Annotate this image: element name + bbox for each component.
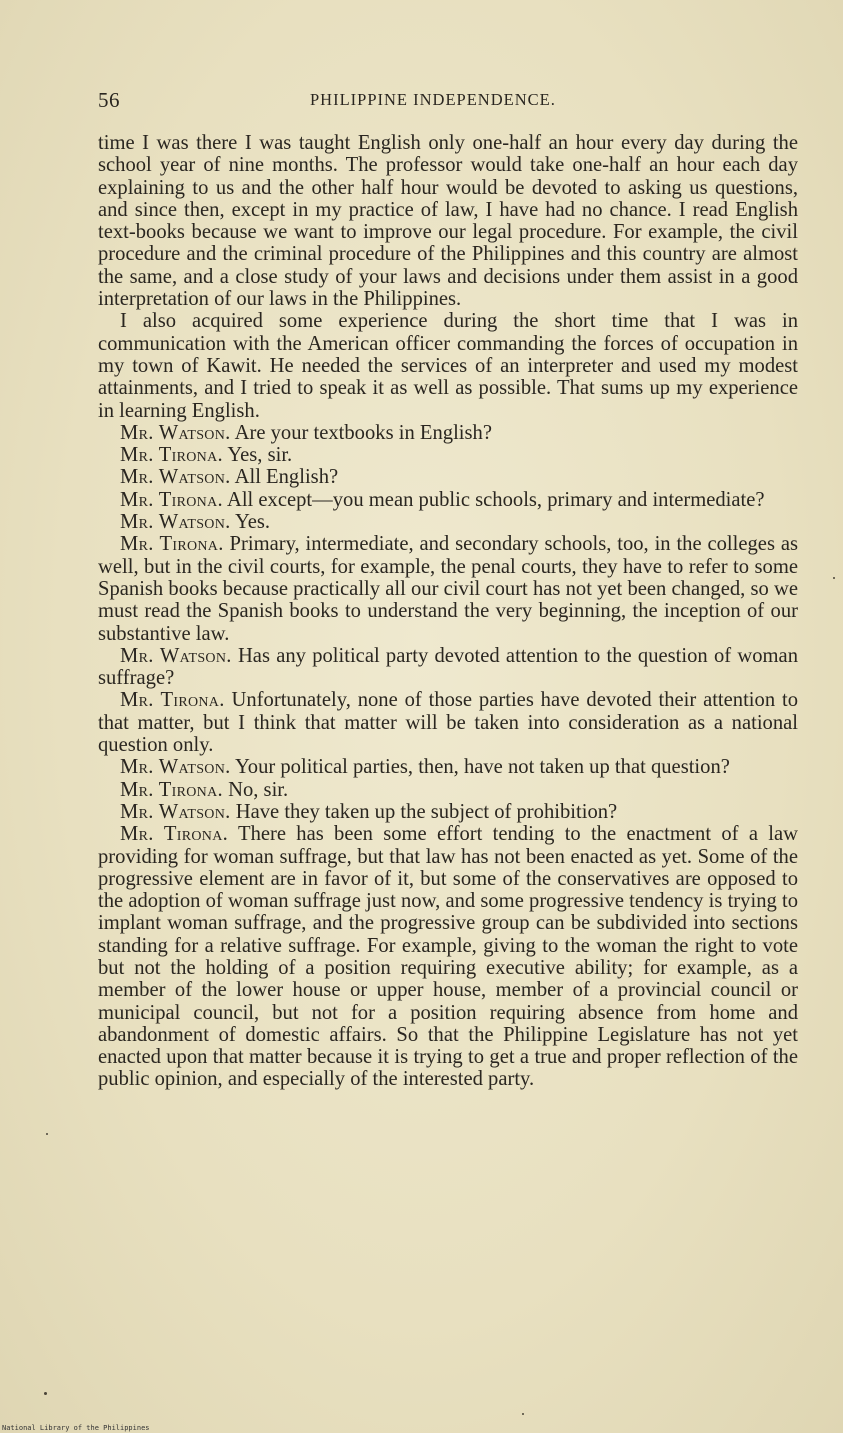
testimony-text: Have they taken up the subject of prohibition? [235, 800, 618, 823]
scan-speck [833, 577, 835, 579]
testimony-line [98, 489, 798, 511]
library-credit: National Library of the Philippines [2, 1424, 150, 1432]
testimony-text: Yes, sir. [227, 444, 293, 467]
speaker-label: Mr. Watson. [120, 511, 231, 534]
testimony-text: All English? [234, 466, 339, 489]
page-number: 56 [98, 88, 120, 112]
testimony-line [98, 422, 798, 444]
scan-speck [46, 1133, 48, 1135]
scan-speck [44, 1392, 47, 1395]
speaker-label: Mr. Tirona. [120, 533, 224, 556]
testimony-line [98, 511, 798, 533]
testimony-text: Unfortunately, none of those parties have devoted their attention to that matter, but I think that matter will be taken into consideration as a national question only. [98, 689, 799, 757]
paragraph-text: time I was there I was taught English only one-half an hour every day during the school year of nine months. The professor would take one-half an hour each day explaining to us and the other half hour would be devoted to asking us questions, and since then, except in my practice of law, I have had no chance. I read English text-books because we want to improve our legal procedure. For example, the civil procedure and the criminal procedure of the Philippines and this country are almost the same, and a close study of your laws and decisions under them assist in a good interpretation of our laws in the Philippines. [98, 132, 798, 311]
testimony-text: There has been some effort tending to the enactment of a law providing for woman suffrage, but that law has not been enacted as yet. Some of the progressive element are in favor of it, but some of the conservatives are opposed to the adoption of woman suffrage just now, and some progressive tendency is trying to implant woman suffrage, and the progressive group can be subdivided into sections standing for a relative suffrage. For example, giving to the woman the right to vote but not the holding of a position requiring executive ability; for example, as a member of the lower house or upper house, member of a provincial council or municipal council, but not for a position requiring absence from home and abandonment of domestic affairs. So that the Philippine Legislature has not yet enacted upon that matter because it is trying to get a true and proper reflection of the public opinion, and especially of the interested party. [98, 823, 798, 1091]
paragraph [98, 132, 798, 310]
testimony-line [98, 444, 798, 466]
speaker-label: Mr. Tirona. [120, 689, 225, 712]
testimony-line [98, 801, 798, 823]
testimony-text: All except—you mean public schools, primary and intermediate? [226, 488, 765, 511]
speaker-label: Mr. Tirona. [120, 488, 223, 511]
scan-speck [522, 1413, 524, 1415]
testimony-line [98, 756, 798, 778]
testimony-text: Are your textbooks in English? [234, 421, 492, 444]
running-title: PHILIPPINE INDEPENDENCE. [310, 90, 556, 109]
testimony-text: Your political parties, then, have not taken up that question? [234, 756, 730, 779]
body-text [98, 132, 798, 1091]
speaker-label: Mr. Watson. [120, 644, 232, 667]
testimony-text: Has any political party devoted attention to the question of woman suffrage? [98, 644, 798, 690]
testimony-line [98, 689, 798, 756]
speaker-label: Mr. Watson. [120, 466, 231, 489]
testimony-line [98, 823, 798, 1091]
speaker-label: Mr. Tirona. [120, 823, 229, 846]
speaker-label: Mr. Watson. [120, 421, 231, 444]
testimony-text: Yes. [234, 511, 271, 534]
testimony-line [98, 466, 798, 488]
testimony-line [98, 779, 798, 801]
speaker-label: Mr. Watson. [120, 756, 231, 779]
testimony-text: No, sir. [228, 778, 289, 801]
speaker-label: Mr. Tirona. [120, 778, 223, 801]
paragraph-text: I also acquired some experience during the short time that I was in communication with the American officer commanding the forces of occupation in my town of Kawit. He needed the services of an interpreter and used my modest attainments, and I tried to speak it as well as possible. That sums up my experience in learning English. [98, 310, 798, 422]
running-head [98, 88, 798, 116]
speaker-label: Mr. Watson. [120, 800, 231, 823]
testimony-line [98, 645, 798, 690]
speaker-label: Mr. Tirona. [120, 444, 223, 467]
testimony-line [98, 533, 798, 644]
testimony-text: Primary, intermediate, and secondary schools, too, in the colleges as well, but in the civil courts, for example, the penal courts, they have to refer to some Spanish books because practically all our civil court has not yet been changed, so we must read the Spanish books to understand the very beginning, the inception of our substantive law. [98, 533, 798, 645]
paragraph [98, 310, 798, 421]
